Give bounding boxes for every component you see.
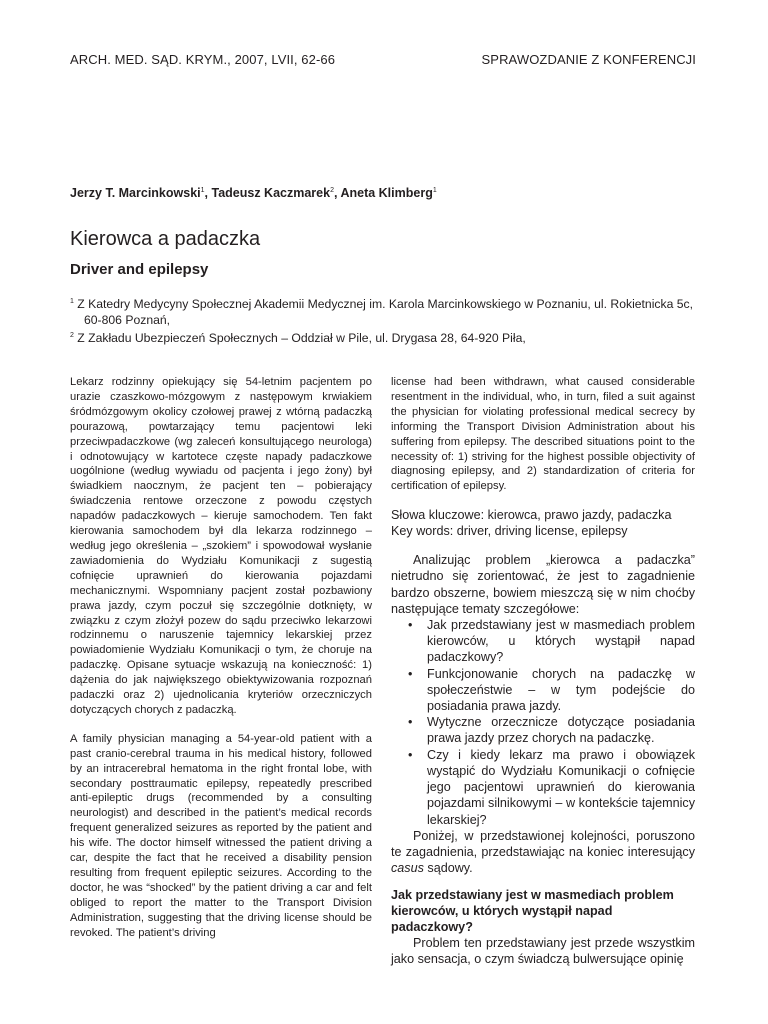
list-item [408,666,695,715]
affiliation-2 [70,328,700,346]
article-title-english: Driver and epilepsy [70,261,209,278]
author-list: Jerzy T. Marcinkowski$^1$, Tadeusz Kaczmarek$^2$, Aneta Klimberg$^1$ [70,186,437,200]
list-item-text: Funkcjonowanie chorych na padaczkę w społeczeństwie – w tym podejście do posiadania prawa jazdy. [427,666,695,714]
author-affiliation-mark: 2 [330,187,334,194]
topic-list [391,617,695,828]
section-heading: Jak przedstawiany jest w masmediach problem kierowców, u których wystąpił napad padaczkowy? [391,888,674,934]
closing-italic: casus [391,861,424,876]
affiliation-1 [70,294,700,328]
bullet-icon: • [408,715,413,730]
journal-citation: ARCH. MED. SĄD. KRYM., 2007, LVII, 62-66 [70,52,336,67]
keywords-polish: Słowa kluczowe: kierowca, prawo jazdy, padaczka [391,508,672,523]
abstract-english-part2: license had been withdrawn, what caused considerable resentment in the individual, who, in turn, filed a suit against the physician for violating professional medical secrecy by informing the Transport Division Administration about his suffering from epilepsy. The described situations point to the necessity of: 1) striving for the highest possible objectivity of diagnosing epilepsy, and 2) standardization of criteria for certification of epilepsy. [391,376,695,493]
keywords-block [391,507,695,539]
article-title-polish: Kierowca a padaczka [70,228,261,250]
right-column [391,375,695,968]
list-item [408,747,695,828]
list-item-text: Czy i kiedy lekarz ma prawo i obowiązek wystąpić do Wydziału Komunikacji o cofnięcie jego pacjentowi uprawnień do kierowania pojazdami silnikowymi – w kontekście tajemnicy lekarskiej? [427,747,695,827]
affiliation-text: Z Zakładu Ubezpieczeń Społecznych – Oddział w Pile, ul. Drygasa 28, 64-920 Piła, [77,331,526,345]
list-item [408,617,695,666]
left-column [70,375,372,941]
affiliation-number: 2 [70,332,74,339]
keywords-english: Key words: driver, driving license, epilepsy [391,524,628,539]
list-item-text: Wytyczne orzecznicze dotyczące posiadania prawa jazdy przez chorych na padaczkę. [427,715,695,746]
closing-paragraph [391,828,695,877]
affiliation-number: 1 [70,298,74,305]
abstract-polish: Lekarz rodzinny opiekujący się 54-letnim pacjentem po urazie czaszkowo-mózgowym z następowym krwiakiem śródmózgowym okolicy czołowej prawej z wtórną padaczką pourazową, powtarzający temu pacjentowi leki przeciwpadaczkowe (wg zaleceń konsultującego neurologa) i odnotowujący w kartotece częste napady padaczkowe uogólnione (według wywiadu od pacjenta i jego żony) był świadkiem naocznym, że pacjent ten – pobierający świadczenia rentowe orzeczone z powodu częstych napadów padaczkowych – kieruje samochodem. Ten fakt kierowania samochodem był dla lekarza rodzinnego – według jego określenia – „szokiem” i spowodował wysłanie zawiadomienia do Wydziału Komunikacji z sugestią cofnięcie uprawnień do kierowania pojazdami mechanicznymi. Wspomniany pacjent został pozbawiony prawa jazdy, czym poczuł się szczególnie dotknięty, w związku z czym złożył pozew do sądu przeciwko lekarzowi rodzinnemu o naruszenie tajemnicy lekarskiej przez powiadomienie Wydziału Komunikacji o tym, że choruje na padaczkę. Opisane sytuacje wskazują na konieczność: 1) dążenia do jak największego obiektywizowania rozpoznań padaczki oraz 2) ujednolicania kryteriów orzeczniczych dotyczących chorych z padaczką. [70,376,372,716]
section-label: SPRAWOZDANIE Z KONFERENCJI [481,52,696,67]
author-affiliation-mark: 1 [200,187,205,194]
bullet-icon: • [408,618,413,633]
intro-paragraph: Analizując problem „kierowca a padaczka” nietrudno się zorientować, że jest to zagadnienie bardzo obszerne, bowiem mieszczą się w nim choćby następujące tematy szczegółowe: [391,553,695,616]
closing-text: Poniżej, w przedstawionej kolejności, poruszono te zagadnienia, przedstawiając na koniec interesujący [391,828,695,859]
bullet-icon: • [408,666,413,681]
author-name: Jerzy T. Marcinkowski [70,186,201,200]
affiliations [70,294,700,346]
closing-text-end: sądowy. [423,861,473,876]
author-name: Tadeusz Kaczmarek [211,186,331,200]
bullet-icon: • [408,747,413,762]
author-affiliation-mark: 1 [432,187,437,194]
affiliation-text: Z Katedry Medycyny Społecznej Akademii Medycznej im. Karola Marcinkowskiego w Poznaniu, ul. Rokietnicka 5c, 60-806 Poznań, [77,297,694,327]
list-item [408,714,695,746]
section-body: Problem ten przedstawiany jest przede wszystkim jako sensacja, o czym świadczą bulwersujące opinię [391,936,695,967]
abstract-english-part1: A family physician managing a 54-year-old patient with a past cranio-cerebral trauma in his medical history, followed by an intracerebral hematoma in the right frontal lobe, with secondary posttraumatic epilepsy, repeatedly prescribed anti-epileptic drugs (recommended by a consulting neurologist) and described in the patient’s medical records frequent generalized seizures as reported by the patient and his wife. The doctor himself witnessed the patient driving a car, despite the fact that he received a disability pension resulting from frequent epileptic seizures. According to the doctor, he was “shocked” by the patient driving a car and felt obliged to report the matter to the Transport Division Administration, suggesting that the driving license should be revoked. The patient’s driving [70,732,372,939]
author-name: Aneta Klimberg [340,186,433,200]
list-item-text: Jak przedstawiany jest w masmediach problem kierowców, u których wystąpił napad padaczkowy? [427,618,695,665]
